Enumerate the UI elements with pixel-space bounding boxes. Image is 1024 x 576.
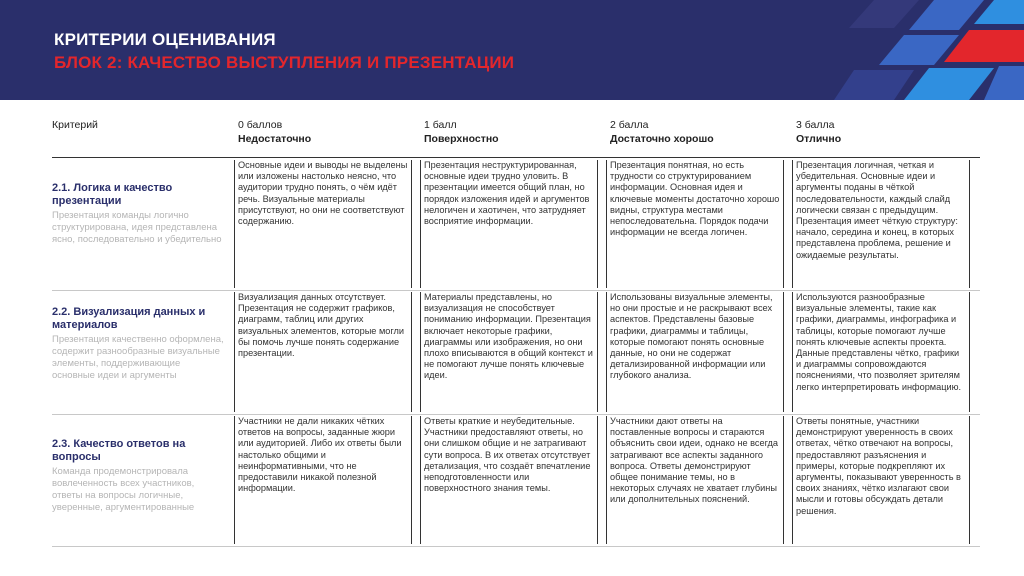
score-cell: Презентация неструктурированная, основные идеи трудно уловить. В презентации имеется общий план, но порядок изложения идей и аргументов нелогичен и хаотичен, что затрудняет восприятие информации.: [420, 160, 598, 288]
score-cell: Визуализация данных отсутствует. Презентация не содержит графиков, диаграмм, таблиц или других визуальных элементов, которые могли бы помочь лучше понять содержание презентации.: [234, 292, 412, 412]
header-level-0: 0 баллов Недостаточно: [238, 119, 312, 145]
header-level-2: 2 балла Достаточно хорошо: [610, 119, 714, 145]
criterion-cell: 2.2. Визуализация данных и материалов Презентация качественно оформлена, содержит разнообразные визуальные элементы, поддерживающие основные идеи и аргументы: [52, 306, 224, 381]
table-row: [52, 292, 980, 414]
score-cell: Участники дают ответы на поставленные вопросы и стараются объяснить свои идеи, однако не всегда затрагивают все аспекты заданного вопроса. Ответы демонстрируют общее понимание темы, но в некоторых случаях не хватает глубины или дополнительных пояснений.: [606, 416, 784, 544]
score-cell: Участники не дали никаких чётких ответов на вопросы, заданные жюри или аудиторией. Либо их ответы были настолько общими и неинформативными, что не предоставили никакой полезной информации.: [234, 416, 412, 544]
header-criterion: Критерий: [52, 119, 98, 131]
score-cell: Презентация понятная, но есть трудности со структурированием информации. Основная идея и ключевые моменты достаточно хорошо видны, структура местами непоследовательна. Порядок подачи информации не всегда логичен.: [606, 160, 784, 288]
criterion-cell: 2.1. Логика и качество презентации Презентация команды логично структурирована, идея представлена ясно, последовательно и убедительно: [52, 182, 222, 245]
header-divider: [52, 157, 980, 158]
header-level-1: 1 балл Поверхностно: [424, 119, 499, 145]
row-divider: [52, 414, 980, 415]
score-cell: Ответы понятные, участники демонстрируют уверенность в своих ответах, чётко отвечают на вопросы, предоставляют разъяснения и примеры, которые подкрепляют их аргументы, показывают уверенность в своих знаниях, чётко излагают свои мысли и готовы обсуждать детали решения.: [792, 416, 970, 544]
row-divider: [52, 546, 980, 547]
decorative-chevrons: [834, 0, 1024, 100]
score-cell: Используются разнообразные визуальные элементы, такие как графики, диаграммы, инфографика и таблицы, которые помогают лучше понять ключевые аспекты проекта. Данные представлены чётко, графики и диаграммы сопровождаются пояснениями, что позволяет зрителям легко интерпретировать информацию.: [792, 292, 970, 412]
page-title: КРИТЕРИИ ОЦЕНИВАНИЯ: [54, 30, 276, 49]
criterion-cell: 2.3. Качество ответов на вопросы Команда продемонстрировала вовлеченность всех участников, ответы на вопросы логичные, уверенные, аргументированные: [52, 438, 195, 513]
header-banner: [0, 0, 1024, 100]
score-cell: Основные идеи и выводы не выделены или изложены настолько неясно, что аудитории трудно понять, о чём идёт речь. Визуальные материалы присутствуют, но они не соответствуют содержанию.: [234, 160, 412, 288]
score-cell: Материалы представлены, но визуализация не способствует пониманию информации. Презентация включает некоторые графики, диаграммы или изображения, но они плохо вписываются в общий контекст и не помогают лучше понять ключевые идеи.: [420, 292, 598, 412]
header-level-3: 3 балла Отлично: [796, 119, 842, 145]
score-cell: Использованы визуальные элементы, но они простые и не раскрывают всех аспектов. Представлены базовые графики, диаграммы и таблицы, которые помогают понять основные данные, но они не содержат детализированной информации или глубокого анализа.: [606, 292, 784, 412]
row-divider: [52, 290, 980, 291]
table-row: [52, 160, 980, 290]
table-row: [52, 416, 980, 546]
page-subtitle: БЛОК 2: КАЧЕСТВО ВЫСТУПЛЕНИЯ И ПРЕЗЕНТАЦИИ: [54, 53, 515, 72]
score-cell: Ответы краткие и неубедительные. Участники предоставляют ответы, но они слишком общие и не затрагивают сути вопроса. В их ответах отсутствует детализация, что создаёт впечатление неподготовленности или поверхностного знания темы.: [420, 416, 598, 544]
score-cell: Презентация логичная, четкая и убедительная. Основные идеи и аргументы поданы в чёткой последовательности, каждый слайд логически связан с предыдущим. Презентация имеет чёткую структуру: начало, середина и конец, в которых представлена проблема, решение и ожидаемые результаты.: [792, 160, 970, 288]
